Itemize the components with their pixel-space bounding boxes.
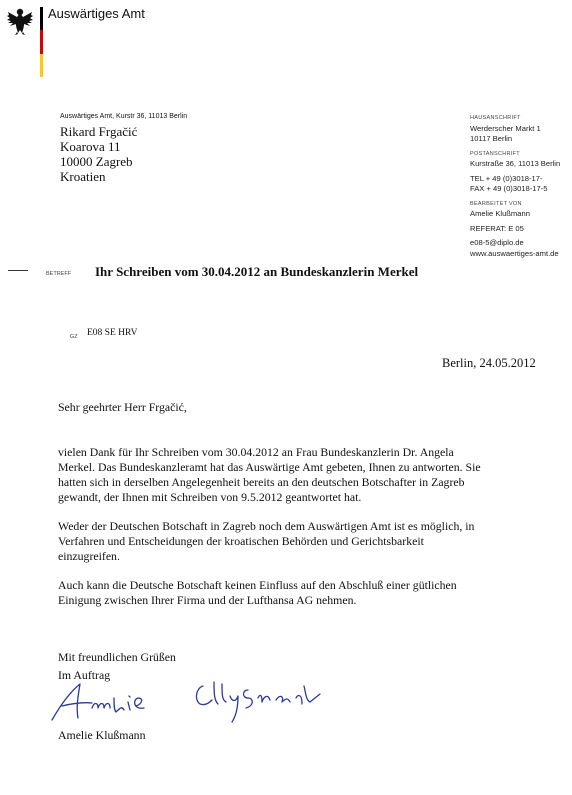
recipient-street: Koarova 11	[60, 139, 121, 154]
bearbeitet-label: BEARBEITET VON	[470, 200, 522, 207]
handwritten-signature	[48, 676, 368, 731]
telephone: TEL + 49 (0)3018-17-	[470, 173, 543, 183]
postanschrift-label: POSTANSCHRIFT	[470, 150, 520, 157]
closing: Mit freundlichen Grüßen	[58, 650, 176, 664]
signer-name: Amelie Klußmann	[58, 728, 146, 742]
reference-number: E08 SE HRV	[87, 328, 138, 338]
gz-label: GZ	[70, 334, 78, 340]
sender-info-column	[470, 113, 560, 259]
subject-line: Ihr Schreiben vom 30.04.2012 an Bundeskanzlerin Merkel	[95, 264, 419, 279]
hausanschrift-street: Werderscher Markt 1	[470, 123, 541, 133]
paragraph-line: gewandt, der Ihnen mit Schreiben von 9.5.2012 geantwortet hat.	[58, 490, 362, 504]
website: www.auswaertiges-amt.de	[470, 248, 559, 258]
flag-red	[40, 30, 43, 53]
paragraph-line: Weder der Deutschen Botschaft in Zagreb noch dem Auswärtigen Amt ist es möglich, in	[58, 519, 475, 533]
letter-body	[58, 400, 572, 608]
paragraph-line: Merkel. Das Bundeskanzleramt hat das Auswärtige Amt gebeten, Ihnen zu antworten. Sie	[58, 460, 481, 474]
recipient-country: Kroatien	[60, 169, 106, 184]
paragraph-line: Auch kann die Deutsche Botschaft keinen Einfluss auf den Abschluß einer gütlichen	[58, 578, 457, 592]
letter-date: Berlin, 24.05.2012	[442, 356, 536, 370]
recipient-address	[60, 124, 137, 184]
paragraph-line: vielen Dank für Ihr Schreiben vom 30.04.2012 an Frau Bundeskanzlerin Dr. Angela	[58, 445, 454, 459]
bearbeitet-value: Amelie Klußmann	[470, 209, 530, 218]
fax: FAX + 49 (0)3018-17-5	[470, 184, 548, 193]
hausanschrift-city: 10117 Berlin	[470, 134, 513, 143]
german-flag-stripe	[40, 7, 43, 77]
flag-gold	[40, 54, 43, 77]
flag-black	[40, 7, 43, 30]
federal-eagle-icon	[6, 6, 34, 36]
im-auftrag: Im Auftrag	[58, 668, 111, 682]
sender-return-address: Auswärtiges Amt, Kurstr 36, 11013 Berlin	[60, 113, 188, 120]
hausanschrift-label: HAUSANSCHRIFT	[470, 115, 521, 121]
recipient-name: Rikard Frgačić	[60, 124, 138, 139]
postanschrift-value: Kurstraße 36, 11013 Berlin	[470, 159, 561, 168]
betreff-label: BETREFF	[46, 271, 72, 277]
paragraph-line: Einigung zwischen Ihrer Firma und der Lufthansa AG nehmen.	[58, 593, 357, 607]
recipient-city: 10000 Zagreb	[60, 154, 133, 169]
paragraph-line: einzugreifen.	[58, 549, 120, 563]
fold-mark	[8, 270, 28, 271]
paragraph-line: Verfahren und Entscheidungen der kroatischen Behörden und Gerichtsbarkeit	[58, 534, 424, 548]
referat: REFERAT: E 05	[470, 223, 524, 233]
salutation: Sehr geehrter Herr Frgačić,	[58, 400, 187, 414]
paragraph-line: hatten sich in derselben Angelegenheit bereits an den deutschen Botschafter in Zagreb	[58, 475, 465, 489]
email: e08-5@diplo.de	[470, 238, 524, 247]
ministry-name: Auswärtiges Amt	[48, 6, 145, 21]
